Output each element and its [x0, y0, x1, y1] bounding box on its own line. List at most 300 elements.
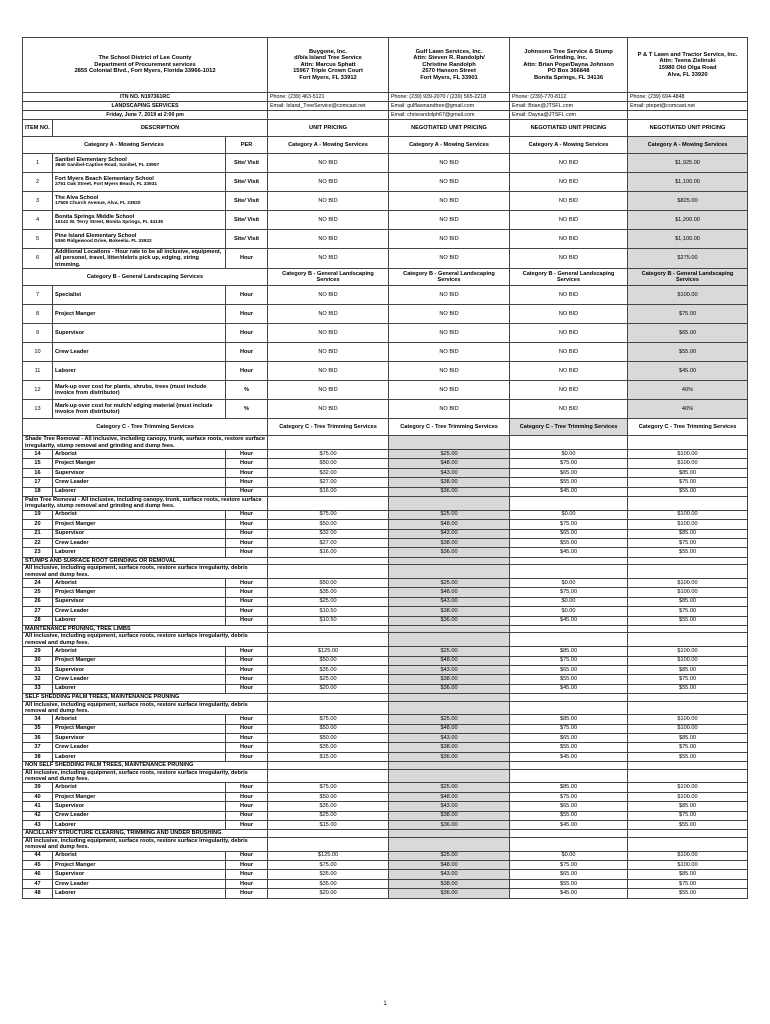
vendor-email-2: Email: Dayna@JTSFL.com [510, 111, 628, 120]
price-cell: $85.00 [510, 647, 628, 656]
price-cell: $75.00 [510, 588, 628, 597]
item-description: Laborer [53, 821, 226, 830]
price-cell: NO BID [389, 230, 510, 249]
group-intro: All inclusive, including equipment, surface roots, restore surface irregularity, debris removal and dump fees. [23, 633, 268, 647]
price-cell: $43.00 [389, 597, 510, 606]
unit-per: Hour [226, 538, 268, 547]
text-line: Buygone, Inc. [309, 48, 348, 55]
price-cell: $75.00 [628, 743, 748, 752]
unit-per: Hour [226, 324, 268, 343]
price-cell: $75.00 [628, 478, 748, 487]
price-cell: $50.00 [268, 656, 389, 665]
category-label: Category B - General Landscaping Services [389, 269, 510, 286]
price-cell: $100.00 [628, 286, 748, 305]
category-label: Category A - Mowing Services [268, 137, 389, 154]
price-cell: NO BID [268, 362, 389, 381]
price-cell: $27.00 [268, 538, 389, 547]
blank-cell [628, 769, 748, 783]
info-row-2 [23, 102, 748, 111]
group-title: NON SELF SHEDDING PALM TREES, MAINTENANCE PRUNING [23, 762, 268, 769]
item-description [53, 154, 226, 173]
blank-cell [268, 565, 389, 579]
item-number: 30 [23, 656, 53, 665]
blank-cell [389, 762, 510, 769]
category-b-row [23, 362, 748, 381]
group-item-row [23, 588, 748, 597]
price-cell: $48.00 [389, 459, 510, 468]
group-item-row [23, 889, 748, 898]
price-cell: 40% [628, 381, 748, 400]
item-description: Supervisor [53, 529, 226, 538]
unit-per: Hour [226, 343, 268, 362]
text-line: d/b/a Island Tree Service [294, 55, 362, 62]
category-label: Category C - Tree Trimming Services [389, 419, 510, 436]
site-address: 3840 Sanibel-Captive Road, Sanibel, FL 33957 [55, 163, 160, 168]
item-number: 16 [23, 468, 53, 477]
vendor-phone: Phone: (239) 694-4848 [628, 93, 748, 102]
group-intro-row [23, 769, 748, 783]
item-description: Arborist [53, 510, 226, 519]
price-cell: $85.00 [628, 802, 748, 811]
price-cell: NO BID [268, 324, 389, 343]
pricing-header: NEGOTIATED UNIT PRICING [628, 120, 748, 137]
unit-per: Hour [226, 450, 268, 459]
price-cell: $45.00 [510, 548, 628, 557]
price-cell: NO BID [268, 154, 389, 173]
item-number: 33 [23, 684, 53, 693]
blank-cell [510, 557, 628, 564]
category-label: Category A - Mowing Services [23, 137, 226, 154]
group-title-row [23, 496, 748, 510]
price-cell: $75.00 [268, 510, 389, 519]
item-number: 1 [23, 154, 53, 173]
unit-per: Hour [226, 734, 268, 743]
category-a-row [23, 154, 748, 173]
item-number: 3 [23, 192, 53, 211]
category-a-header [23, 137, 748, 154]
category-a-row [23, 211, 748, 230]
price-cell: $38.00 [389, 879, 510, 888]
blank-cell [389, 565, 510, 579]
item-number: 24 [23, 578, 53, 587]
price-cell: NO BID [268, 230, 389, 249]
price-cell: $85.00 [510, 783, 628, 792]
price-cell: $100.00 [628, 510, 748, 519]
page-number: 1 [383, 1001, 387, 1007]
item-number: 21 [23, 529, 53, 538]
info-row-1 [23, 93, 748, 102]
price-cell: $0.00 [510, 851, 628, 860]
price-cell: $50.00 [268, 578, 389, 587]
price-cell: $0.00 [510, 510, 628, 519]
item-description: Supervisor [53, 597, 226, 606]
item-number: 36 [23, 734, 53, 743]
item-number: 10 [23, 343, 53, 362]
price-cell: NO BID [510, 343, 628, 362]
blank-cell [628, 436, 748, 450]
unit-per: Hour [226, 616, 268, 625]
unit-per: Hour [226, 487, 268, 496]
district-header [23, 38, 268, 93]
item-description [53, 211, 226, 230]
vendor-header-row [23, 38, 748, 93]
group-title: STUMPS AND SURFACE ROOT GRINDING OR REMOVAL [23, 557, 268, 564]
unit-per: Hour [226, 861, 268, 870]
price-cell: $35.00 [268, 665, 389, 674]
price-cell: NO BID [389, 362, 510, 381]
item-number: 5 [23, 230, 53, 249]
item-description: Crew Leader [53, 343, 226, 362]
vendor-email-2: Email: chrisrandolph67@gmail.com [389, 111, 510, 120]
price-cell: $85.00 [628, 870, 748, 879]
price-cell: $36.00 [389, 684, 510, 693]
item-description: Crew Leader [53, 538, 226, 547]
unit-per: Hour [226, 362, 268, 381]
price-cell: NO BID [268, 249, 389, 269]
price-cell: $100.00 [628, 647, 748, 656]
group-item-row [23, 487, 748, 496]
category-label: Category B - General Landscaping Services [510, 269, 628, 286]
item-number: 28 [23, 616, 53, 625]
blank-cell [510, 830, 628, 837]
price-cell: $45.00 [628, 362, 748, 381]
price-cell: $38.00 [389, 743, 510, 752]
unit-per: Hour [226, 870, 268, 879]
item-number: 4 [23, 211, 53, 230]
price-cell: $55.00 [628, 616, 748, 625]
group-intro-row [23, 701, 748, 715]
group-item-row [23, 656, 748, 665]
blank-cell [628, 837, 748, 851]
price-cell: $75.00 [510, 459, 628, 468]
item-description: Arborist [53, 450, 226, 459]
item-description: Supervisor [53, 324, 226, 343]
unit-per: Hour [226, 249, 268, 269]
item-description: Mark-up over cost for mulch/ edging material (must include invoice from distributor) [53, 400, 226, 419]
price-cell: $45.00 [510, 684, 628, 693]
category-b-header [23, 269, 748, 286]
text-line: Fort Myers, FL 33901 [420, 74, 478, 81]
item-number: 25 [23, 588, 53, 597]
item-description: Project Manger [53, 861, 226, 870]
blank-cell [510, 694, 628, 701]
price-cell: $75.00 [510, 861, 628, 870]
price-cell: $1,200.00 [628, 211, 748, 230]
category-a-row [23, 173, 748, 192]
category-a-row [23, 230, 748, 249]
text-line: 2570 Hanson Street [422, 68, 476, 75]
unit-per: Hour [226, 792, 268, 801]
price-cell: $36.00 [389, 487, 510, 496]
price-cell: $55.00 [628, 752, 748, 761]
price-cell: NO BID [389, 400, 510, 419]
item-description [53, 192, 226, 211]
price-cell: $25.00 [268, 597, 389, 606]
price-cell: $43.00 [389, 665, 510, 674]
category-label: Category B - General Landscaping Services [628, 269, 748, 286]
text-line: Attn: Marcus Sphatt [300, 61, 356, 68]
price-cell: NO BID [389, 154, 510, 173]
site-name: Sanibel Elementary School [55, 156, 127, 163]
price-cell: $15.00 [268, 821, 389, 830]
item-number: 19 [23, 510, 53, 519]
item-description: Crew Leader [53, 675, 226, 684]
price-cell: $75.00 [268, 715, 389, 724]
price-cell: $36.00 [389, 889, 510, 898]
item-description: Supervisor [53, 665, 226, 674]
item-description [53, 249, 226, 269]
price-cell: NO BID [389, 173, 510, 192]
unit-per: Hour [226, 889, 268, 898]
vendor-header [628, 38, 748, 93]
vendor-email: Email: Brian@JTSFL.com [510, 102, 628, 111]
blank-cell [628, 565, 748, 579]
price-cell: $43.00 [389, 734, 510, 743]
group-title: SELF SHEDDING PALM TREES, MAINTENANCE PRUNING [23, 694, 268, 701]
item-description: Laborer [53, 684, 226, 693]
blank-cell [510, 633, 628, 647]
item-no-header: ITEM NO. [23, 120, 53, 137]
text-line: PO Box 366848 [547, 68, 590, 75]
price-cell: $10.50 [268, 607, 389, 616]
item-description: Laborer [53, 548, 226, 557]
pricing-header: NEGOTIATED UNIT PRICING [389, 120, 510, 137]
price-cell: $75.00 [510, 656, 628, 665]
unit-per: Hour [226, 548, 268, 557]
price-cell: $55.00 [510, 538, 628, 547]
text-line: Bonita Springs, FL 34136 [533, 74, 604, 81]
price-cell: $75.00 [510, 724, 628, 733]
category-b-row [23, 400, 748, 419]
item-number: 40 [23, 792, 53, 801]
item-number: 15 [23, 459, 53, 468]
blank-cell [510, 762, 628, 769]
blank-cell [510, 701, 628, 715]
site-name: Additional Locations - Hour rate to be all inclusive, equipment, all personel, travel, litter/debris pick up, edging, string trimming. [55, 249, 222, 268]
item-number: 44 [23, 851, 53, 860]
item-description: Project Manger [53, 656, 226, 665]
price-cell: $55.00 [510, 811, 628, 820]
price-cell: $50.00 [268, 724, 389, 733]
group-item-row [23, 821, 748, 830]
blank-cell [268, 694, 389, 701]
price-cell: $35.00 [268, 743, 389, 752]
blank-cell [268, 762, 389, 769]
blank-cell [389, 769, 510, 783]
group-item-row [23, 870, 748, 879]
price-cell: $36.00 [389, 548, 510, 557]
price-cell: $75.00 [628, 811, 748, 820]
item-description: Supervisor [53, 870, 226, 879]
price-cell: $100.00 [628, 459, 748, 468]
item-number: 46 [23, 870, 53, 879]
item-description: Project Manger [53, 459, 226, 468]
unit-per: % [226, 400, 268, 419]
item-number: 37 [23, 743, 53, 752]
group-item-row [23, 851, 748, 860]
price-cell: NO BID [389, 305, 510, 324]
item-number: 45 [23, 861, 53, 870]
price-cell: NO BID [268, 400, 389, 419]
price-cell: $50.00 [268, 734, 389, 743]
price-cell: $45.00 [510, 889, 628, 898]
category-a-row [23, 192, 748, 211]
item-description: Supervisor [53, 734, 226, 743]
site-name: The Alva School [55, 194, 99, 201]
description-header: DESCRIPTION [53, 120, 268, 137]
item-number: 7 [23, 286, 53, 305]
price-cell: NO BID [268, 381, 389, 400]
price-cell: $25.00 [268, 811, 389, 820]
blank-cell [628, 762, 748, 769]
unit-per: Hour [226, 684, 268, 693]
price-cell: $45.00 [510, 487, 628, 496]
price-cell: NO BID [510, 211, 628, 230]
vendor-email: Email: ptepet@comcast.net [628, 102, 748, 111]
blank-cell [628, 633, 748, 647]
price-cell: NO BID [268, 343, 389, 362]
item-description: Arborist [53, 647, 226, 656]
unit-per: Hour [226, 783, 268, 792]
item-description: Project Manger [53, 588, 226, 597]
bid-tabulation-table [22, 37, 748, 899]
vendor-phone: Phone: (239) 463-5121 [268, 93, 389, 102]
price-cell: NO BID [510, 381, 628, 400]
group-title-row [23, 436, 748, 450]
price-cell: $65.00 [510, 870, 628, 879]
unit-per: Hour [226, 578, 268, 587]
text-line: Christine Randolph [422, 61, 476, 68]
unit-per: % [226, 381, 268, 400]
price-cell: $20.00 [268, 684, 389, 693]
price-cell: $85.00 [628, 597, 748, 606]
price-cell: $43.00 [389, 468, 510, 477]
item-number: 41 [23, 802, 53, 811]
price-cell: $55.00 [628, 821, 748, 830]
price-cell: $45.00 [510, 616, 628, 625]
pricing-header: NEGOTIATED UNIT PRICING [510, 120, 628, 137]
text-line: 15980 Old Olga Road [658, 65, 717, 71]
price-cell: $55.00 [628, 889, 748, 898]
price-cell: $100.00 [628, 792, 748, 801]
category-b-row [23, 381, 748, 400]
item-number: 39 [23, 783, 53, 792]
price-cell: $100.00 [628, 851, 748, 860]
item-number: 27 [23, 607, 53, 616]
price-cell: $16.00 [268, 487, 389, 496]
site-address: 2751 Oak Street, Fort Myers Beach, FL 33931 [55, 182, 158, 187]
price-cell: $35.00 [268, 870, 389, 879]
item-description: Laborer [53, 362, 226, 381]
vendor-header [510, 38, 628, 93]
price-cell: $85.00 [628, 734, 748, 743]
text-line: Alva, FL 33920 [667, 71, 708, 78]
price-cell: $275.00 [628, 249, 748, 269]
unit-per: Hour [226, 459, 268, 468]
price-cell: $65.00 [628, 324, 748, 343]
blank-cell [628, 557, 748, 564]
group-item-row [23, 734, 748, 743]
site-name: Bonita Springs Middle School [55, 213, 135, 220]
opening-date: Friday, June 7, 2019 at 2:00 pm [23, 111, 268, 120]
text-line: Attn: Brian Pope/Dayna Johnson [523, 61, 614, 68]
price-cell: NO BID [389, 324, 510, 343]
text-line: P & T Lawn and Tractor Service, Inc. [637, 51, 738, 58]
text-line: The School District of Lee County [98, 55, 192, 62]
price-cell: $15.00 [268, 752, 389, 761]
price-cell: NO BID [510, 249, 628, 269]
blank-cell [389, 830, 510, 837]
price-cell: $43.00 [389, 870, 510, 879]
item-description: Laborer [53, 616, 226, 625]
vendor-email-2 [628, 111, 748, 120]
group-item-row [23, 715, 748, 724]
category-b-row [23, 343, 748, 362]
price-cell: NO BID [510, 362, 628, 381]
price-cell: $0.00 [510, 578, 628, 587]
unit-per: Site/ Visit [226, 192, 268, 211]
title: LANDSCAPING SERVICES [23, 102, 268, 111]
text-line: Attn: Steven R. Randolph/ [413, 55, 485, 62]
group-title-row [23, 694, 748, 701]
price-cell: $25.00 [389, 647, 510, 656]
item-number: 26 [23, 597, 53, 606]
price-cell: $35.00 [268, 879, 389, 888]
group-intro: All inclusive, including equipment, surface roots, restore surface irregularity, debris removal and dump fees. [23, 769, 268, 783]
group-item-row [23, 724, 748, 733]
price-cell: $75.00 [510, 792, 628, 801]
price-cell: $38.00 [389, 478, 510, 487]
item-description: Laborer [53, 487, 226, 496]
price-cell: $100.00 [628, 715, 748, 724]
price-cell: $1,100.00 [628, 173, 748, 192]
price-cell: $45.00 [510, 752, 628, 761]
blank-cell [268, 769, 389, 783]
group-item-row [23, 752, 748, 761]
item-number: 2 [23, 173, 53, 192]
group-item-row [23, 665, 748, 674]
group-item-row [23, 792, 748, 801]
blank-cell [389, 496, 510, 510]
item-number: 31 [23, 665, 53, 674]
price-cell: $25.00 [389, 715, 510, 724]
item-number: 38 [23, 752, 53, 761]
blank-cell [628, 694, 748, 701]
price-cell: NO BID [268, 305, 389, 324]
item-number: 48 [23, 889, 53, 898]
price-cell: $50.00 [268, 520, 389, 529]
group-title: MAINTENANCE PRUNING, TREE LIMBS [23, 625, 268, 632]
price-cell: $65.00 [510, 468, 628, 477]
category-a-row [23, 249, 748, 269]
unit-per: Hour [226, 286, 268, 305]
unit-per: Site/ Visit [226, 173, 268, 192]
price-cell: NO BID [510, 230, 628, 249]
price-cell: NO BID [510, 173, 628, 192]
text-line: Gulf Lawn Services, Inc. [415, 48, 483, 55]
unit-per: Hour [226, 851, 268, 860]
unit-per: Hour [226, 675, 268, 684]
blank-cell [268, 701, 389, 715]
item-number: 35 [23, 724, 53, 733]
category-label: Category C - Tree Trimming Services [268, 419, 389, 436]
price-cell: $32.00 [268, 529, 389, 538]
unit-per: Hour [226, 821, 268, 830]
blank-cell [389, 837, 510, 851]
price-cell: $0.00 [510, 607, 628, 616]
price-cell: $55.00 [628, 684, 748, 693]
category-c-header [23, 419, 748, 436]
